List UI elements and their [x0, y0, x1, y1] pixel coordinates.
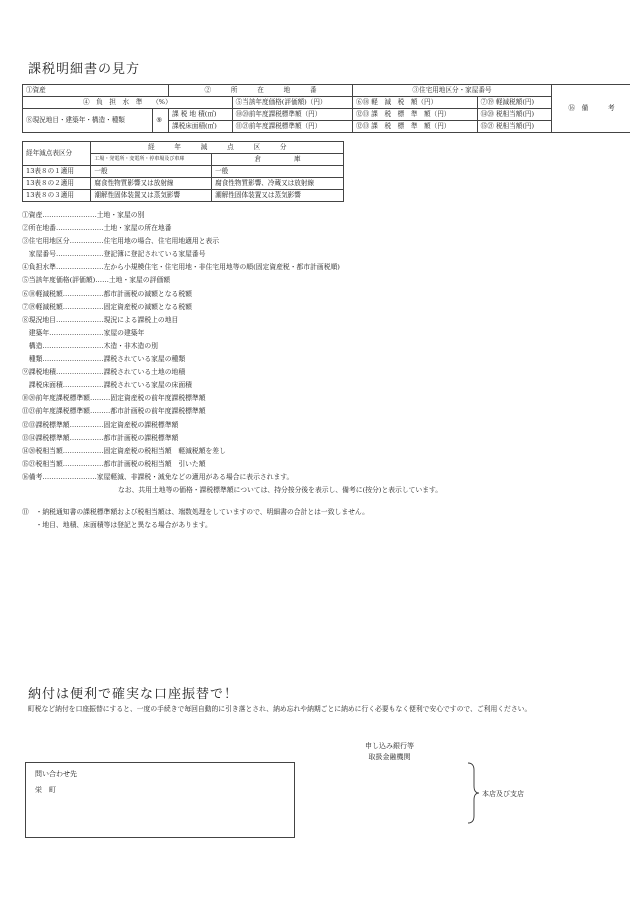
- legend-value: 都市計画税の課税標準額: [103, 433, 179, 442]
- legend-item: [22, 432, 442, 445]
- depr-row-label: 13表８の１適用: [23, 166, 91, 178]
- depr-sub-factory: 工場・発電所・変電所・停車場及び車庫: [91, 154, 212, 166]
- legend-item: [22, 327, 442, 340]
- contact-label: 問い合わせ先: [35, 770, 77, 778]
- legend-value: 課税されている家屋の種類: [103, 355, 186, 364]
- direct-debit-paragraph: 町税など納付を口座振替にすると、一度の手続きで毎回自動的に引き落とされ、納め忘れや納期ごとに納めに行く必要もなく便利で安心ですので、ご利用ください。: [28, 705, 532, 713]
- legend-key: 構造………………………: [22, 341, 104, 350]
- cell-taxable-area: 課 税 地 積(㎡): [169, 109, 233, 121]
- legend-key: ⑪㉑前年度課税標準額………: [22, 407, 111, 416]
- legend-list: [22, 209, 442, 497]
- legend-item: [22, 405, 442, 418]
- cell-current-value: ⑤当該年度価格(評価額)（円）: [232, 97, 352, 109]
- section-title-direct-debit: 納付は便利で確実な口座振替で！: [28, 687, 239, 702]
- legend-item: [22, 419, 442, 432]
- legend-item: [22, 222, 442, 235]
- legend-value: 課税されている土地の地積: [103, 368, 186, 377]
- page-title: 課税明細書の見方: [28, 62, 141, 77]
- legend-item: [22, 248, 442, 261]
- legend-item: [22, 445, 442, 458]
- legend-key: ⑦⑲軽減税額………………: [22, 302, 104, 311]
- legend-key: ⑯備考……………………: [22, 472, 97, 481]
- cell-prev-base-a: ⑩⑳前年度課税標準額（円）: [232, 109, 352, 121]
- cell-tax-base-a: ⑫⑬ 課 税 標 準 額（円）: [352, 109, 477, 121]
- legend-value: 都市計画税の減額となる税額: [103, 289, 192, 298]
- legend-item: [22, 353, 442, 366]
- legend-item: [22, 209, 442, 222]
- legend-value: 固定資産税の課税標準額: [103, 420, 179, 429]
- legend-key: 種類………………………: [22, 355, 104, 364]
- cell-land-category: ⑧現況地目・建築年・構造・種類: [23, 109, 153, 133]
- branch-label: 本店及び支店: [482, 790, 524, 798]
- legend-value: なお、共用土地等の価格・課税標準額については、持分按分後を表示し、備考に(按分)と表示しています。: [118, 485, 443, 494]
- legend-value: 都市計画税の税相当額 引いた額: [103, 459, 206, 468]
- legend-value: 固定資産税の前年度課税標準額: [110, 394, 206, 403]
- legend-item: [22, 301, 442, 314]
- legend-value: 登記簿に登記されている家屋番号: [103, 250, 206, 259]
- legend-key: ⑥⑱軽減税額………………: [22, 289, 104, 298]
- legend-item: [22, 458, 442, 471]
- depr-row-cell: 腐食性物質影響、冷蔵又は放射線: [212, 178, 344, 190]
- notes: [22, 506, 369, 532]
- depr-head-main: 経 年 減 点 区 分: [91, 142, 344, 154]
- legend-value: 家屋の建築年: [103, 328, 145, 337]
- legend-value: 土地・家屋の評価額: [108, 276, 171, 285]
- legend-value: 固定資産税の減額となる税額: [103, 302, 192, 311]
- legend-item: [22, 261, 442, 274]
- legend-item: [22, 471, 442, 484]
- legend-key: ③住宅用地区分……………: [22, 237, 104, 246]
- legend-item: [22, 274, 442, 287]
- depr-row-cell: 潮解性固体装置又は蒸気影響: [91, 190, 212, 202]
- legend-key: ①資産……………………: [22, 211, 97, 219]
- depreciation-table: [22, 141, 344, 202]
- legend-key: ⑮㉑税相当額………………: [22, 459, 104, 468]
- cell-tax-equiv-b: ⑮㉑ 税相当額(円): [477, 121, 551, 133]
- depr-row-label: 13表８の２適用: [23, 178, 91, 190]
- legend-value: 現況による課税上の地目: [103, 315, 179, 324]
- cell-reduced-tax-b: ⑦⑲ 軽減税額(円): [477, 97, 551, 109]
- depr-row-cell: 潮解性固体装置又は蒸気影響: [212, 190, 344, 202]
- depr-head-left: 経年減点表区分: [23, 142, 91, 166]
- depr-row-label: 13表８の３適用: [23, 190, 91, 202]
- depr-row-cell: 一般: [212, 166, 344, 178]
- legend-value: 住宅用地の場合、住宅用地適用と表示: [103, 237, 220, 246]
- legend-key: 家屋番号…………………: [22, 250, 104, 259]
- legend-item: [22, 288, 442, 301]
- legend-item: [22, 392, 442, 405]
- legend-value: 課税されている家屋の床面積: [103, 381, 192, 390]
- legend-key: ④負担水準…………………: [22, 263, 104, 272]
- legend-item: [22, 314, 442, 327]
- note-line: ⑪ ・納税通知書の課税標準額および税相当額は、端数処理をしていますので、明細書の合計とは一致しません。: [22, 508, 369, 516]
- tax-detail-layout-table: [22, 84, 630, 133]
- legend-item: [22, 366, 442, 379]
- legend-item: [22, 379, 442, 392]
- cell-prev-base-b: ⑪㉑前年度課税標準額（円）: [232, 121, 352, 133]
- legend-value: 固定資産税の税相当額 軽減税額を差し: [103, 446, 226, 455]
- legend-value: 土地・家屋の別: [96, 211, 145, 219]
- depr-sub-warehouse: 倉 庫: [212, 154, 344, 166]
- legend-key: ②所在地番…………………: [22, 224, 104, 233]
- legend-item: [22, 340, 442, 353]
- legend-value: 家屋軽減、非課税・減免などの適用がある場合に表示されます。: [96, 472, 294, 481]
- legend-value: 土地・家屋の所在地番: [103, 224, 172, 233]
- cell-floor-area: 課税床面積(㎡): [169, 121, 233, 133]
- legend-key: ⑧現況地目…………………: [22, 315, 104, 324]
- cell-tax-equiv-a: ⑭⑳ 税相当額(円): [477, 109, 551, 121]
- legend-value: 左から小規模住宅・住宅用地・非住宅用地等の順(固定資産税・都市計画税順): [103, 263, 340, 272]
- note-line: ・地目、地積、床面積等は登記と異なる場合があります。: [22, 521, 212, 529]
- legend-key: 課税床面積………………: [22, 381, 104, 390]
- legend-key: ⑤当該年度価格(評価額)……: [22, 276, 109, 285]
- legend-key: ⑭⑳税相当額………………: [22, 446, 104, 455]
- cell-remarks: ⑯ 備 考: [552, 85, 630, 133]
- bank-label-line: 申し込み銀行等: [365, 742, 414, 750]
- legend-item: [22, 235, 442, 248]
- legend-value: 都市計画税の前年度課税標準額: [110, 407, 206, 416]
- contact-box: [25, 762, 295, 838]
- depr-row-cell: 一般: [91, 166, 212, 178]
- cell-asset: ①資産: [23, 85, 169, 97]
- legend-key: ⑬⑭課税標準額……………: [22, 433, 104, 442]
- legend-item: [22, 484, 442, 497]
- legend-key: ⑨課税地積…………………: [22, 368, 104, 377]
- legend-value: 木造・非木造の別: [103, 341, 158, 350]
- depr-row-cell: 腐食性物質影響又は放射線: [91, 178, 212, 190]
- legend-key: 建築年……………………: [22, 328, 104, 337]
- cell-nine: ⑨: [153, 109, 169, 133]
- bank-label-line: 取扱金融機関: [368, 753, 411, 761]
- cell-tax-base-b: ⑫⑬ 課 税 標 準 額（円）: [352, 121, 477, 133]
- cell-burden-level: ④ 負 担 水 準 （%）: [23, 97, 233, 109]
- legend-key: ⑫⑬課税標準額……………: [22, 420, 104, 429]
- legend-key: ⑩⑳前年度課税標準額………: [22, 394, 111, 403]
- cell-reduced-tax-a: ⑥⑱ 軽 減 税 額（円）: [352, 97, 477, 109]
- cell-location: ② 所 在 地 番: [169, 85, 353, 97]
- bank-label: [365, 741, 414, 763]
- contact-name: 栄 町: [35, 786, 56, 794]
- cell-housing-class: ③住宅用地区分・家屋番号: [352, 85, 551, 97]
- brace-icon: [466, 762, 480, 824]
